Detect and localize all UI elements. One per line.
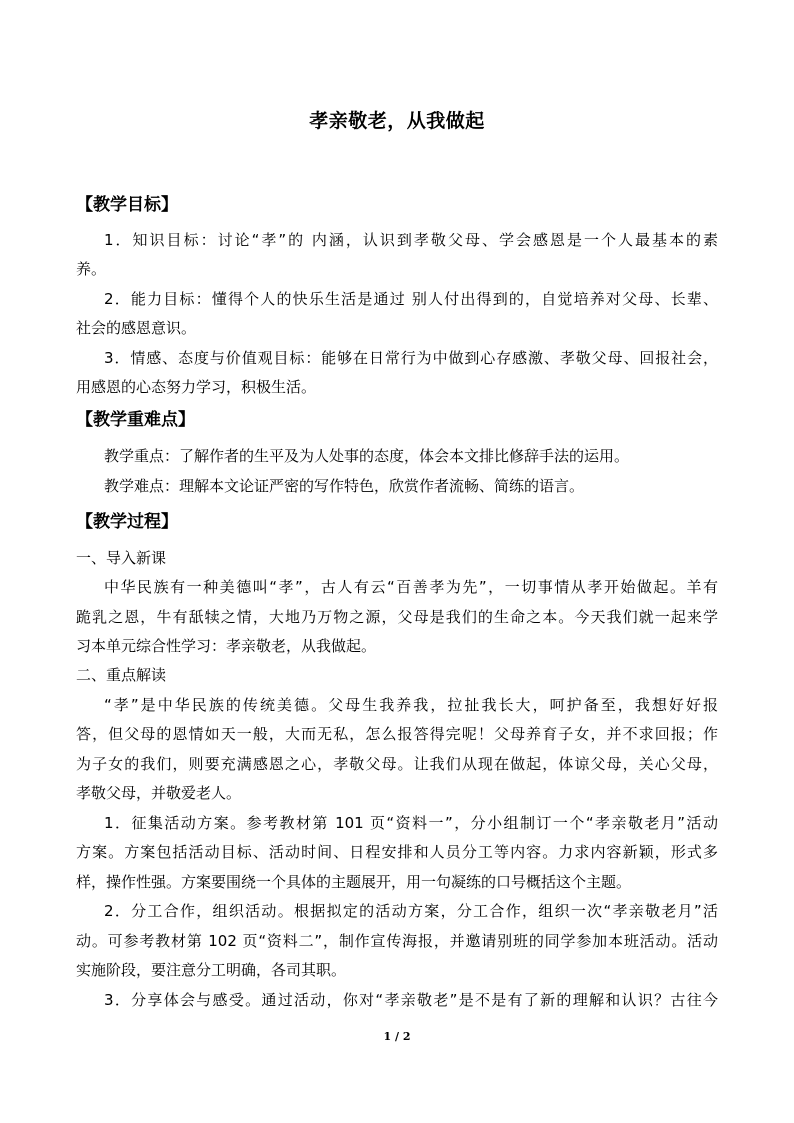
intro-line: 习本单元综合性学习：孝亲敬老，从我做起。 [76, 637, 377, 655]
step-line: 实施阶段，要注意分工明确，各司其职。 [76, 961, 347, 979]
keypoints-line: 教学重点：了解作者的生平及为人处事的态度，体会本文排比修辞手法的运用。 [104, 447, 630, 465]
step-line: 样，操作性强。方案要围绕一个具体的主题展开，用一句凝练的口号概括这个主题。 [76, 873, 632, 891]
objectives-line: 用感恩的心态努力学习，积极生活。 [76, 378, 317, 396]
step-line: 3．分享体会与感受。通过活动，你对“孝亲敬老”是不是有了新的理解和认识？古往今 [104, 991, 718, 1009]
reading-line: 答，但父母的恩情如天一般，大而无私，怎么报答得完呢！父母养育子女，并不求回报；作 [76, 725, 718, 743]
keypoints-heading: 【教学重难点】 [76, 410, 195, 430]
document-title: 孝亲敬老，从我做起 [309, 110, 485, 132]
objectives-line: 2．能力目标：懂得个人的快乐生活是通过 别人付出得到的，自觉培养对父母、长辈、 [104, 290, 718, 308]
objectives-line: 1．知识目标：讨论“孝”的 内涵，认识到孝敬父母、学会感恩是一个人最基本的素 [104, 231, 718, 249]
keypoints-line: 教学难点：理解本文论证严密的写作特色，欣赏作者流畅、简练的语言。 [104, 477, 585, 495]
intro-line: 中华民族有一种美德叫“孝”，古人有云“百善孝为先”，一切事情从孝开始做起。羊有 [104, 578, 718, 596]
step-line: 1．征集活动方案。参考教材第 101 页“资料一”，分小组制订一个“孝亲敬老月”活动 [104, 814, 718, 832]
reading-line: “孝”是中华民族的传统美德。父母生我养我，拉扯我长大，呵护备至，我想好好报 [104, 696, 718, 714]
step-line: 2．分工合作，组织活动。根据拟定的活动方案，分工合作，组织一次“孝亲敬老月”活 [104, 902, 718, 920]
objectives-line: 养。 [76, 260, 107, 278]
objectives-line: 3．情感、态度与价值观目标：能够在日常行为中做到心存感激、孝敬父母、回报社会， [104, 349, 718, 367]
process-heading: 【教学过程】 [76, 512, 178, 532]
step-line: 动。可参考教材第 102 页“资料二”，制作宣传海报，并邀请别班的同学参加本班活动。活动 [76, 932, 718, 950]
reading-line: 孝敬父母，并敬爱老人。 [76, 784, 242, 802]
reading-line: 为子女的我们，则要充满感恩之心，孝敬父母。让我们从现在做起，体谅父母，关心父母， [76, 755, 718, 773]
intro-line: 跪乳之恩，牛有舐犊之情，大地乃万物之源，父母是我们的生命之本。今天我们就一起来学 [76, 608, 718, 626]
step-line: 方案。方案包括活动目标、活动时间、日程安排和人员分工等内容。力求内容新颖，形式多 [76, 843, 718, 861]
subheading-intro: 一、导入新课 [76, 549, 167, 567]
objectives-line: 社会的感恩意识。 [76, 319, 197, 337]
subheading-reading: 二、重点解读 [76, 666, 167, 684]
page-number: 1 / 2 [383, 1030, 411, 1043]
objectives-heading: 【教学目标】 [76, 195, 178, 215]
